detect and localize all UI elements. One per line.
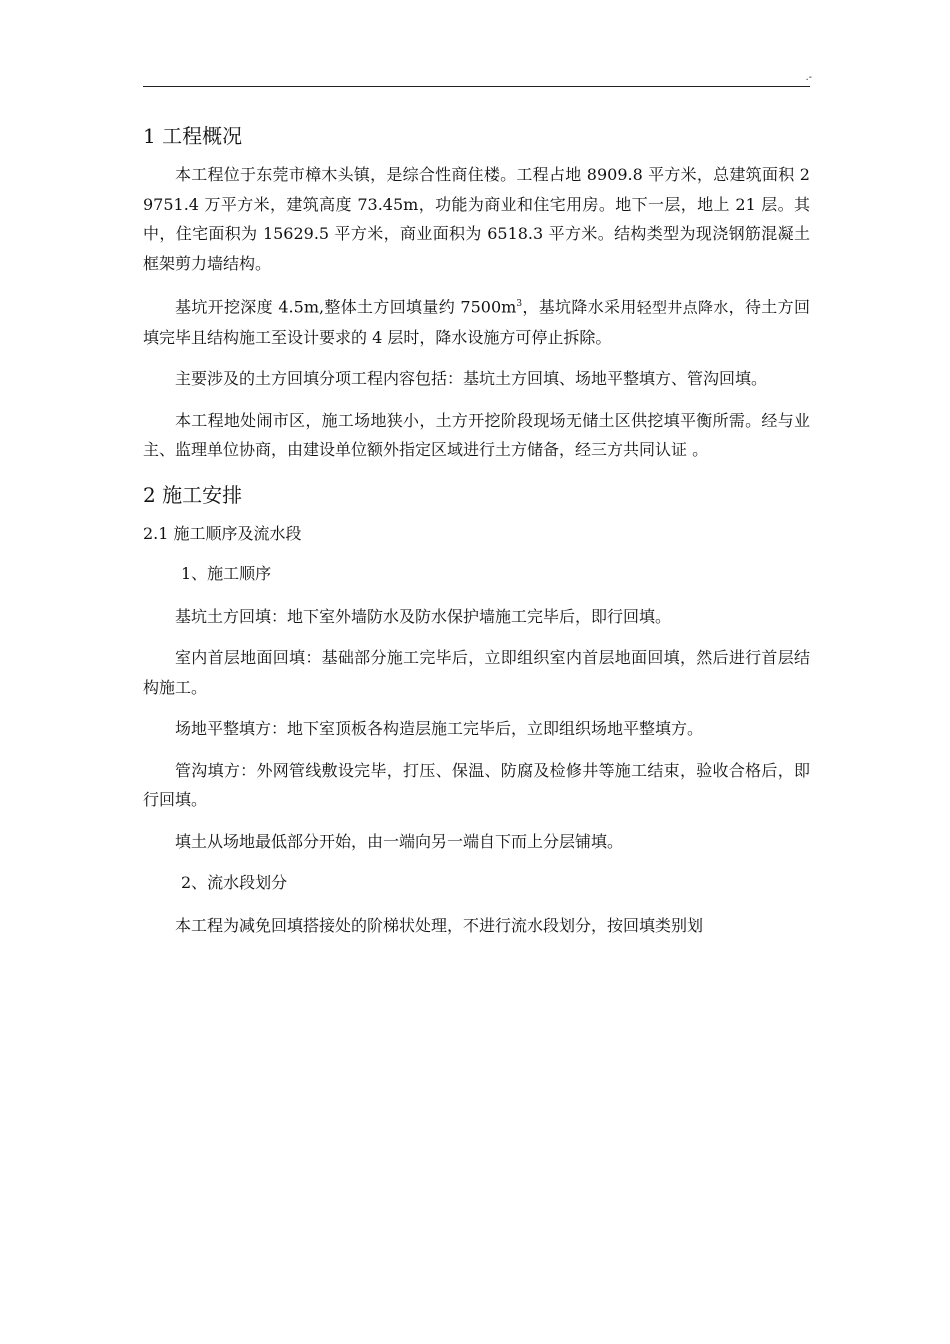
text-run: ，基坑降水采用 [522, 297, 637, 317]
list-item-construction-sequence: 1、施工顺序 [181, 563, 272, 583]
paragraph-overview-2 [143, 290, 810, 352]
list-item-flow-segment: 2、流水段划分 [181, 873, 288, 893]
paragraph-sequence-1: 基坑土方回填：地下室外墙防水及防水保护墙施工完毕后，即行回填。 [175, 606, 672, 626]
header-rule [143, 86, 810, 87]
section-2-1-title: 2.1 施工顺序及流水段 [143, 523, 302, 543]
section-1-title: 1 工程概况 [143, 124, 243, 148]
paragraph-sequence-3: 场地平整填方：地下室顶板各构造层施工完毕后，立即组织场地平整填方。 [175, 719, 704, 739]
paragraph-sequence-5: 填土从场地最低部分开始，由一端向另一端自下而上分层铺填。 [175, 831, 624, 851]
paragraph-overview-4: 本工程地处闹市区，施工场地狭小，土方开挖阶段现场无储土区供挖填平衡所需。经与业主、监理单位协商，由建设单位额外指定区域进行土方储备，经三方共同认证 。 [143, 410, 810, 460]
header-mark: .- [805, 72, 812, 83]
superscript: 3 [516, 299, 523, 309]
document-body [143, 118, 810, 953]
text-run: ，待土方回填完毕且结构施工至设计要求的 4 层时，降水设施方可停止拆除。 [143, 297, 810, 347]
paragraph-overview-1: 本工程位于东莞市樟木头镇，是综合性商住楼。工程占地 8909.8 平方米，总建筑面积 29751.4 万平方米，建筑高度 73.45m，功能为商业和住宅用房。地下一层，地上 21 层。其中，住宅面积为 15629.5 平方米，商业面积为 6518.3 平方米。结构类型为现浇钢筋混凝土框架剪力墙结构。 [143, 165, 810, 273]
text-run: 基坑开挖深度 4.5m,整体土方回填量约 7500m [175, 297, 517, 317]
section-2-title: 2 施工安排 [143, 482, 243, 507]
text-run-small: 轻型井点降水 [636, 298, 729, 317]
paragraph-sequence-4: 管沟填方：外网管线敷设完毕，打压、保温、防腐及检修井等施工结束，验收合格后，即行回填。 [143, 760, 810, 810]
paragraph-overview-3: 主要涉及的土方回填分项工程内容包括：基坑土方回填、场地平整填方、管沟回填。 [175, 369, 768, 389]
paragraph-flow-segment: 本工程为减免回填搭接处的阶梯状处理，不进行流水段划分，按回填类别划 [175, 916, 704, 936]
paragraph-sequence-2: 室内首层地面回填：基础部分施工完毕后，立即组织室内首层地面回填，然后进行首层结构施工。 [143, 648, 810, 697]
